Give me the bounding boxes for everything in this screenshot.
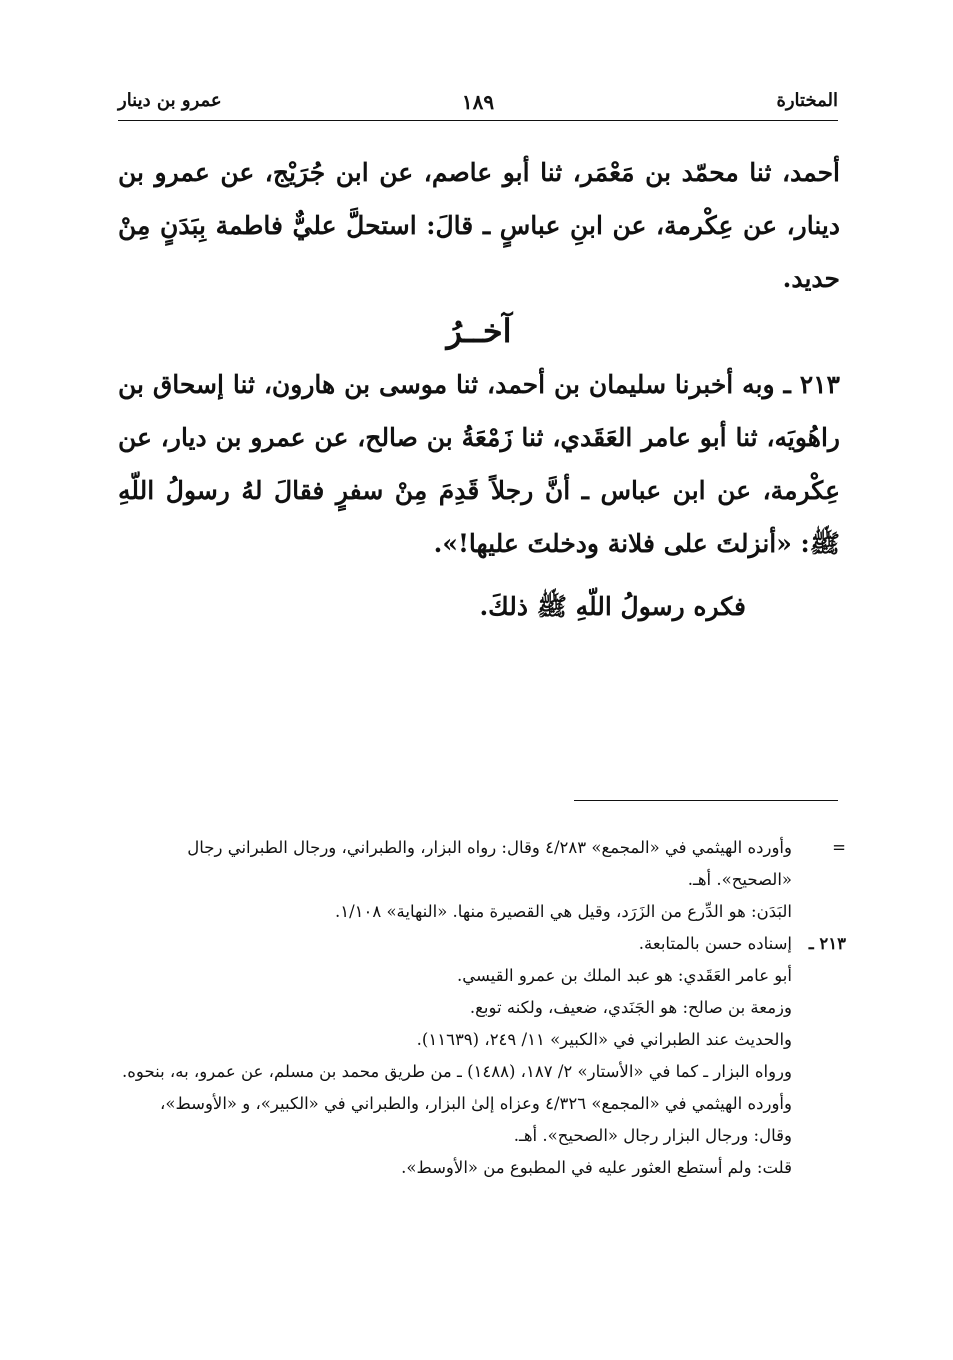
footnote-line [118,928,846,960]
footnote-text: وأورده الهيثمي في «المجمع» ٤/٣٢٦ وعزاه إلىٰ البزار، والطبراني في «الكبير»، و «الأوسط»، وقال: ورجال البزار رجال «الصحيح». أهـ. [160,1094,792,1145]
footnote-text: وزمعة بن صالح: هو الجَنَدي، ضعيف، ولكنه توبع. [469,998,792,1017]
chapter-title: عمرو بن دينار [118,90,222,111]
footnote-line [118,992,846,1024]
paragraph-1: أحمد، ثنا محمّد بن مَعْمَر، ثنا أبو عاصم، عن ابن جُرَيْج، عن عمرو بن دينار، عن عِكْرمة، عن ابنِ عباسٍ ـ قالَ: استحلَّ عليٌّ فاطمة بِبَدَنٍ مِنْ حديد. [118,158,840,293]
footnote-line [118,1024,846,1056]
footnote-line [118,1056,846,1088]
footnote-separator [574,800,838,801]
footnote-text: قلت: ولم أستطع العثور عليه في المطبوع من «الأوسط». [401,1158,792,1177]
footnote-line [118,960,846,992]
footnote-number: ٢١٣ ـ [808,934,846,953]
footnote-line [118,896,846,928]
section-title: آخــرُ [446,312,512,350]
footnote-text: وأورده الهيثمي في «المجمع» ٤/٢٨٣ وقال: رواه البزار، والطبراني، ورجال الطبراني رجال «الصحيح». أهـ. [187,838,792,889]
footnote-line [118,832,846,896]
footnote-line [118,1152,846,1184]
footnote-text: ورواه البزار ـ كما في «الأستار» ٢/ ١٨٧، (١٤٨٨) ـ من طريق محمد بن مسلم، عن عمرو، به، بنحوه. [122,1062,792,1081]
footnote-text: البَدَن: هو الدِّرع من الزَرَد، وقيل هي القصيرة منها. «النهاية» ١/١٠٨. [334,902,792,921]
footnote-text: إسناده حسن بالمتابعة. [638,934,792,953]
main-text [118,146,840,633]
footnote-text: أبو عامر العَقَدي: هو عبد الملك بن عمرو القيسي. [456,966,792,985]
footnotes [118,832,846,1184]
hadith-213: ٢١٣ ـ وبه أخبرنا سليمان بن أحمد، ثنا موسى بن هارون، ثنا إسحاق بن راهُويَه، ثنا أبو عامر العَقَدي، ثنا زَمْعَةُ بن صالح، عن عمرو بن ديار، عن عِكْرمة، عن ابن عباس ـ أنَّ رجلاً قَدِمَ مِنْ سفرٍ فقالَ لهُ رسولُ اللّهِ ﷺ: «أنزلتَ على فلانة ودخلتَ عليها!». [118,370,840,558]
running-header [118,86,838,121]
paragraph-3: فكره رسولُ اللّهِ ﷺ ذلكَ. [479,592,746,621]
page-number: ١٨٩ [461,90,495,114]
book-title: المختارة [776,90,838,111]
footnote-line [118,1088,846,1152]
footnote-text: والحديث عند الطبراني في «الكبير» ١١/ ٢٤٩، (١١٦٣٩). [416,1030,792,1049]
footnote-continuation-mark: = [832,838,846,857]
